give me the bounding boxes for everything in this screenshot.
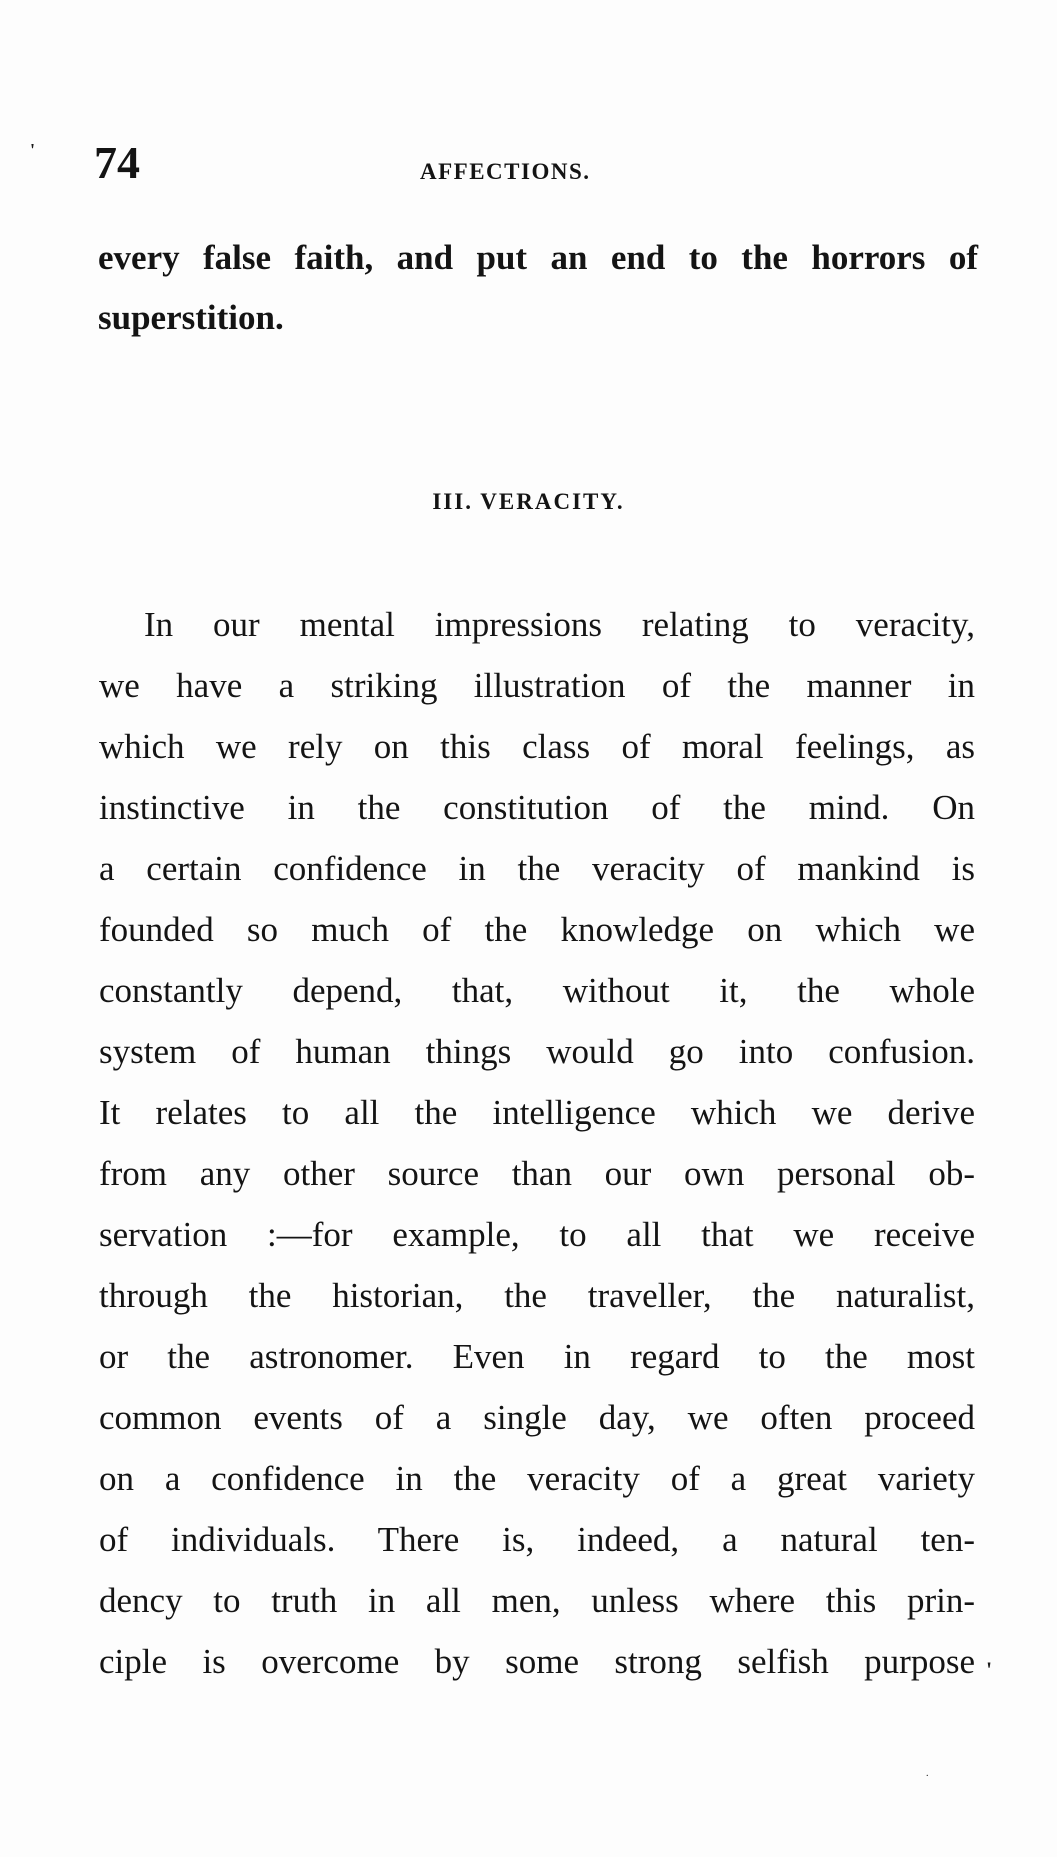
margin-mark-left: ': [30, 140, 36, 160]
text-line: It relates to all the intelligence which we derive: [99, 1093, 975, 1132]
text-line: which we rely on this class of moral feelings, as: [99, 727, 975, 766]
text-line: ciple is overcome by some strong selfish purpose: [99, 1642, 975, 1681]
text-line: constantly depend, that, without it, the whole: [99, 971, 975, 1010]
text-line: a certain confidence in the veracity of mankind is: [99, 849, 975, 888]
continuation-line: every false faith, and put an end to the horrors of: [98, 238, 978, 277]
text-line: founded so much of the knowledge on which we: [99, 910, 975, 949]
text-line: dency to truth in all men, unless where this prin-: [99, 1581, 975, 1620]
text-line: we have a striking illustration of the manner in: [99, 666, 975, 705]
text-line: of individuals. There is, indeed, a natural ten-: [99, 1520, 975, 1559]
text-line: or the astronomer. Even in regard to the most: [99, 1337, 975, 1376]
running-title: AFFECTIONS.: [420, 159, 591, 184]
text-line: instinctive in the constitution of the mind. On: [99, 788, 975, 827]
continuation-paragraph: [98, 228, 978, 348]
page-speck: .: [926, 1768, 929, 1779]
text-line: In our mental impressions relating to veracity,: [144, 605, 975, 644]
text-line: common events of a single day, we often proceed: [99, 1398, 975, 1437]
text-line: on a confidence in the veracity of a great variety: [99, 1459, 975, 1498]
margin-mark-right: ': [986, 1657, 993, 1682]
body-paragraph: [99, 594, 975, 1692]
text-line: through the historian, the traveller, the naturalist,: [99, 1276, 975, 1315]
text-line: system of human things would go into confusion.: [99, 1032, 975, 1071]
section-title: III. VERACITY.: [432, 489, 625, 514]
continuation-line: superstition.: [98, 298, 284, 337]
page-number: 74: [94, 137, 140, 188]
text-line: servation :—for example, to all that we receive: [99, 1215, 975, 1254]
text-line: from any other source than our own personal ob-: [99, 1154, 975, 1193]
